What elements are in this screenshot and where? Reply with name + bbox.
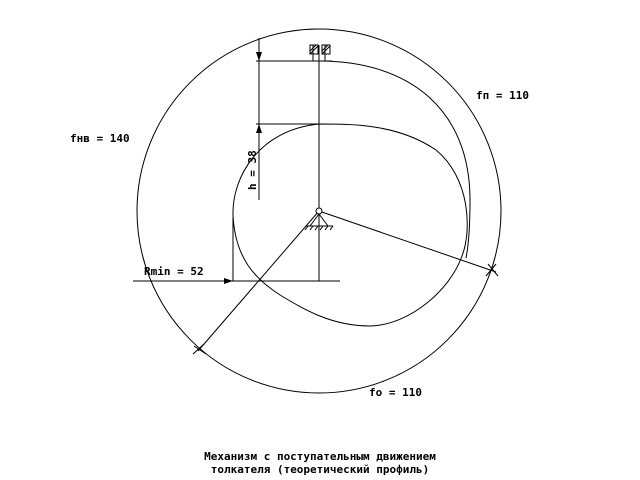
tick-marks: [193, 264, 498, 354]
follower-upper-arc: [319, 61, 470, 258]
cam-profile: [233, 124, 467, 326]
label-phi-p: fп = 110: [476, 89, 529, 102]
label-rmin: Rmin = 52: [144, 265, 204, 278]
rmin-arrow: [224, 278, 233, 284]
label-h: h = 38: [246, 150, 259, 190]
caption-line-1: Механизм с поступательным движением: [204, 450, 436, 463]
label-phi-o: fо = 110: [369, 386, 422, 399]
label-phi-nv: fнв = 140: [70, 132, 130, 145]
caption-line-2: толкателя (теоретический профиль): [210, 463, 430, 476]
h-arrow-top: [256, 52, 262, 61]
h-arrow-bottom: [256, 124, 262, 133]
